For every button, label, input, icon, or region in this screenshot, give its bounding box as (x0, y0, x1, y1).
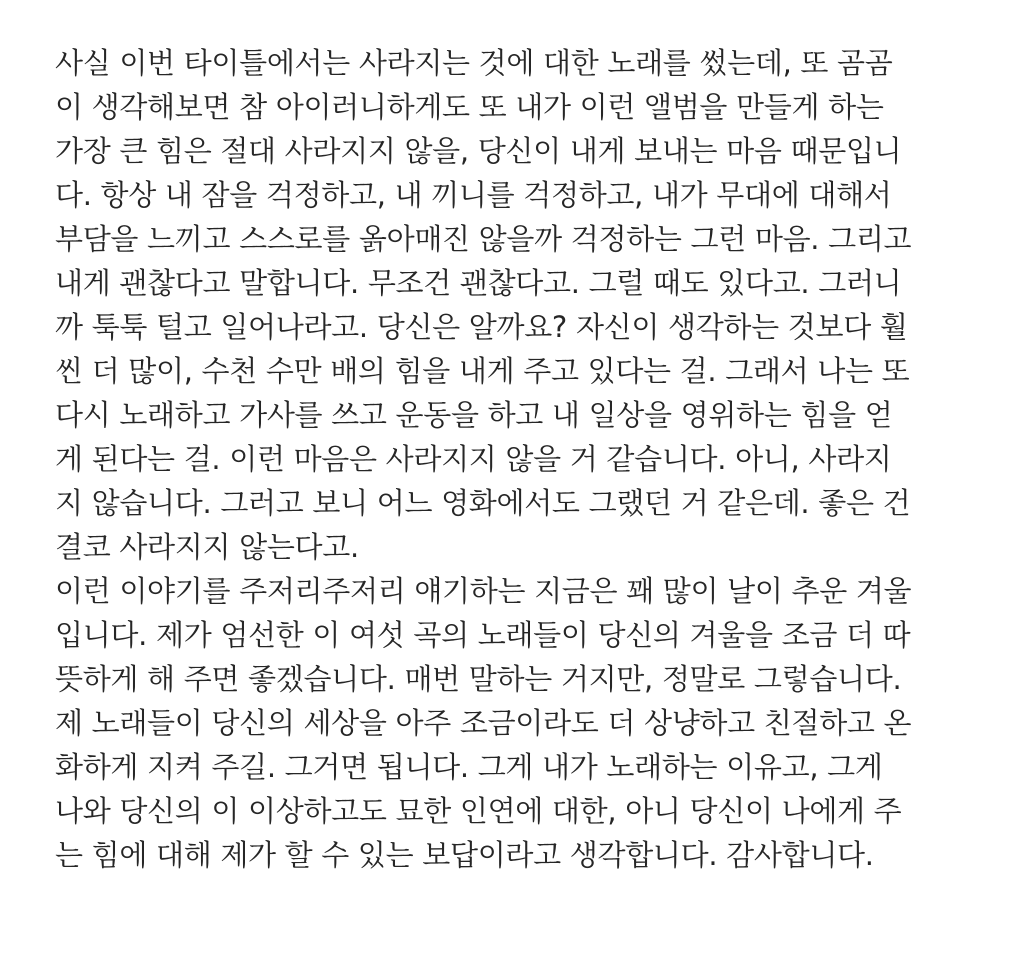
text-line: 까 툭툭 털고 일어나라고. 당신은 알까요? 자신이 생각하는 것보다 훨 (55, 310, 908, 344)
text-line: 결코 사라지지 않는다고. (55, 530, 359, 564)
text-line: 는 힘에 대해 제가 할 수 있는 보답이라고 생각합니다. 감사합니다. (55, 838, 874, 872)
text-line: 이런 이야기를 주저리주저리 얘기하는 지금은 꽤 많이 날이 추운 겨울 (55, 574, 912, 608)
text-line: 나와 당신의 이 이상하고도 묘한 인연에 대한, 아니 당신이 나에게 주 (55, 794, 902, 828)
text-line: 사실 이번 타이틀에서는 사라지는 것에 대한 노래를 썼는데, 또 곰곰 (55, 46, 893, 80)
text-line: 다. 항상 내 잠을 걱정하고, 내 끼니를 걱정하고, 내가 무대에 대해서 (55, 178, 892, 212)
text-line: 입니다. 제가 엄선한 이 여섯 곡의 노래들이 당신의 겨울을 조금 더 따 (55, 618, 911, 652)
text-line: 화하게 지켜 주길. 그거면 됩니다. 그게 내가 노래하는 이유고, 그게 (55, 750, 883, 784)
text-line: 다시 노래하고 가사를 쓰고 운동을 하고 내 일상을 영위하는 힘을 얻 (55, 398, 893, 432)
text-line: 지 않습니다. 그러고 보니 어느 영화에서도 그랬던 거 같은데. 좋은 건 (55, 486, 911, 520)
text-line: 부담을 느끼고 스스로를 옭아매진 않을까 걱정하는 그런 마음. 그리고 (55, 222, 912, 256)
text-line: 내게 괜찮다고 말합니다. 무조건 괜찮다고. 그럴 때도 있다고. 그러니 (55, 266, 902, 300)
text-line: 뜻하게 해 주면 좋겠습니다. 매번 말하는 거지만, 정말로 그렇습니다. (55, 662, 902, 696)
text-line: 제 노래들이 당신의 세상을 아주 조금이라도 더 상냥하고 친절하고 온 (55, 706, 912, 740)
text-line: 씬 더 많이, 수천 수만 배의 힘을 내게 주고 있다는 걸. 그래서 나는 또 (55, 354, 910, 388)
text-line: 가장 큰 힘은 절대 사라지지 않을, 당신이 내게 보내는 마음 때문입니 (55, 134, 902, 168)
text-line: 이 생각해보면 참 아이러니하게도 또 내가 이런 앨범을 만들게 하는 (55, 90, 884, 124)
text-line: 게 된다는 걸. 이런 마음은 사라지지 않을 거 같습니다. 아니, 사라지 (55, 442, 892, 476)
